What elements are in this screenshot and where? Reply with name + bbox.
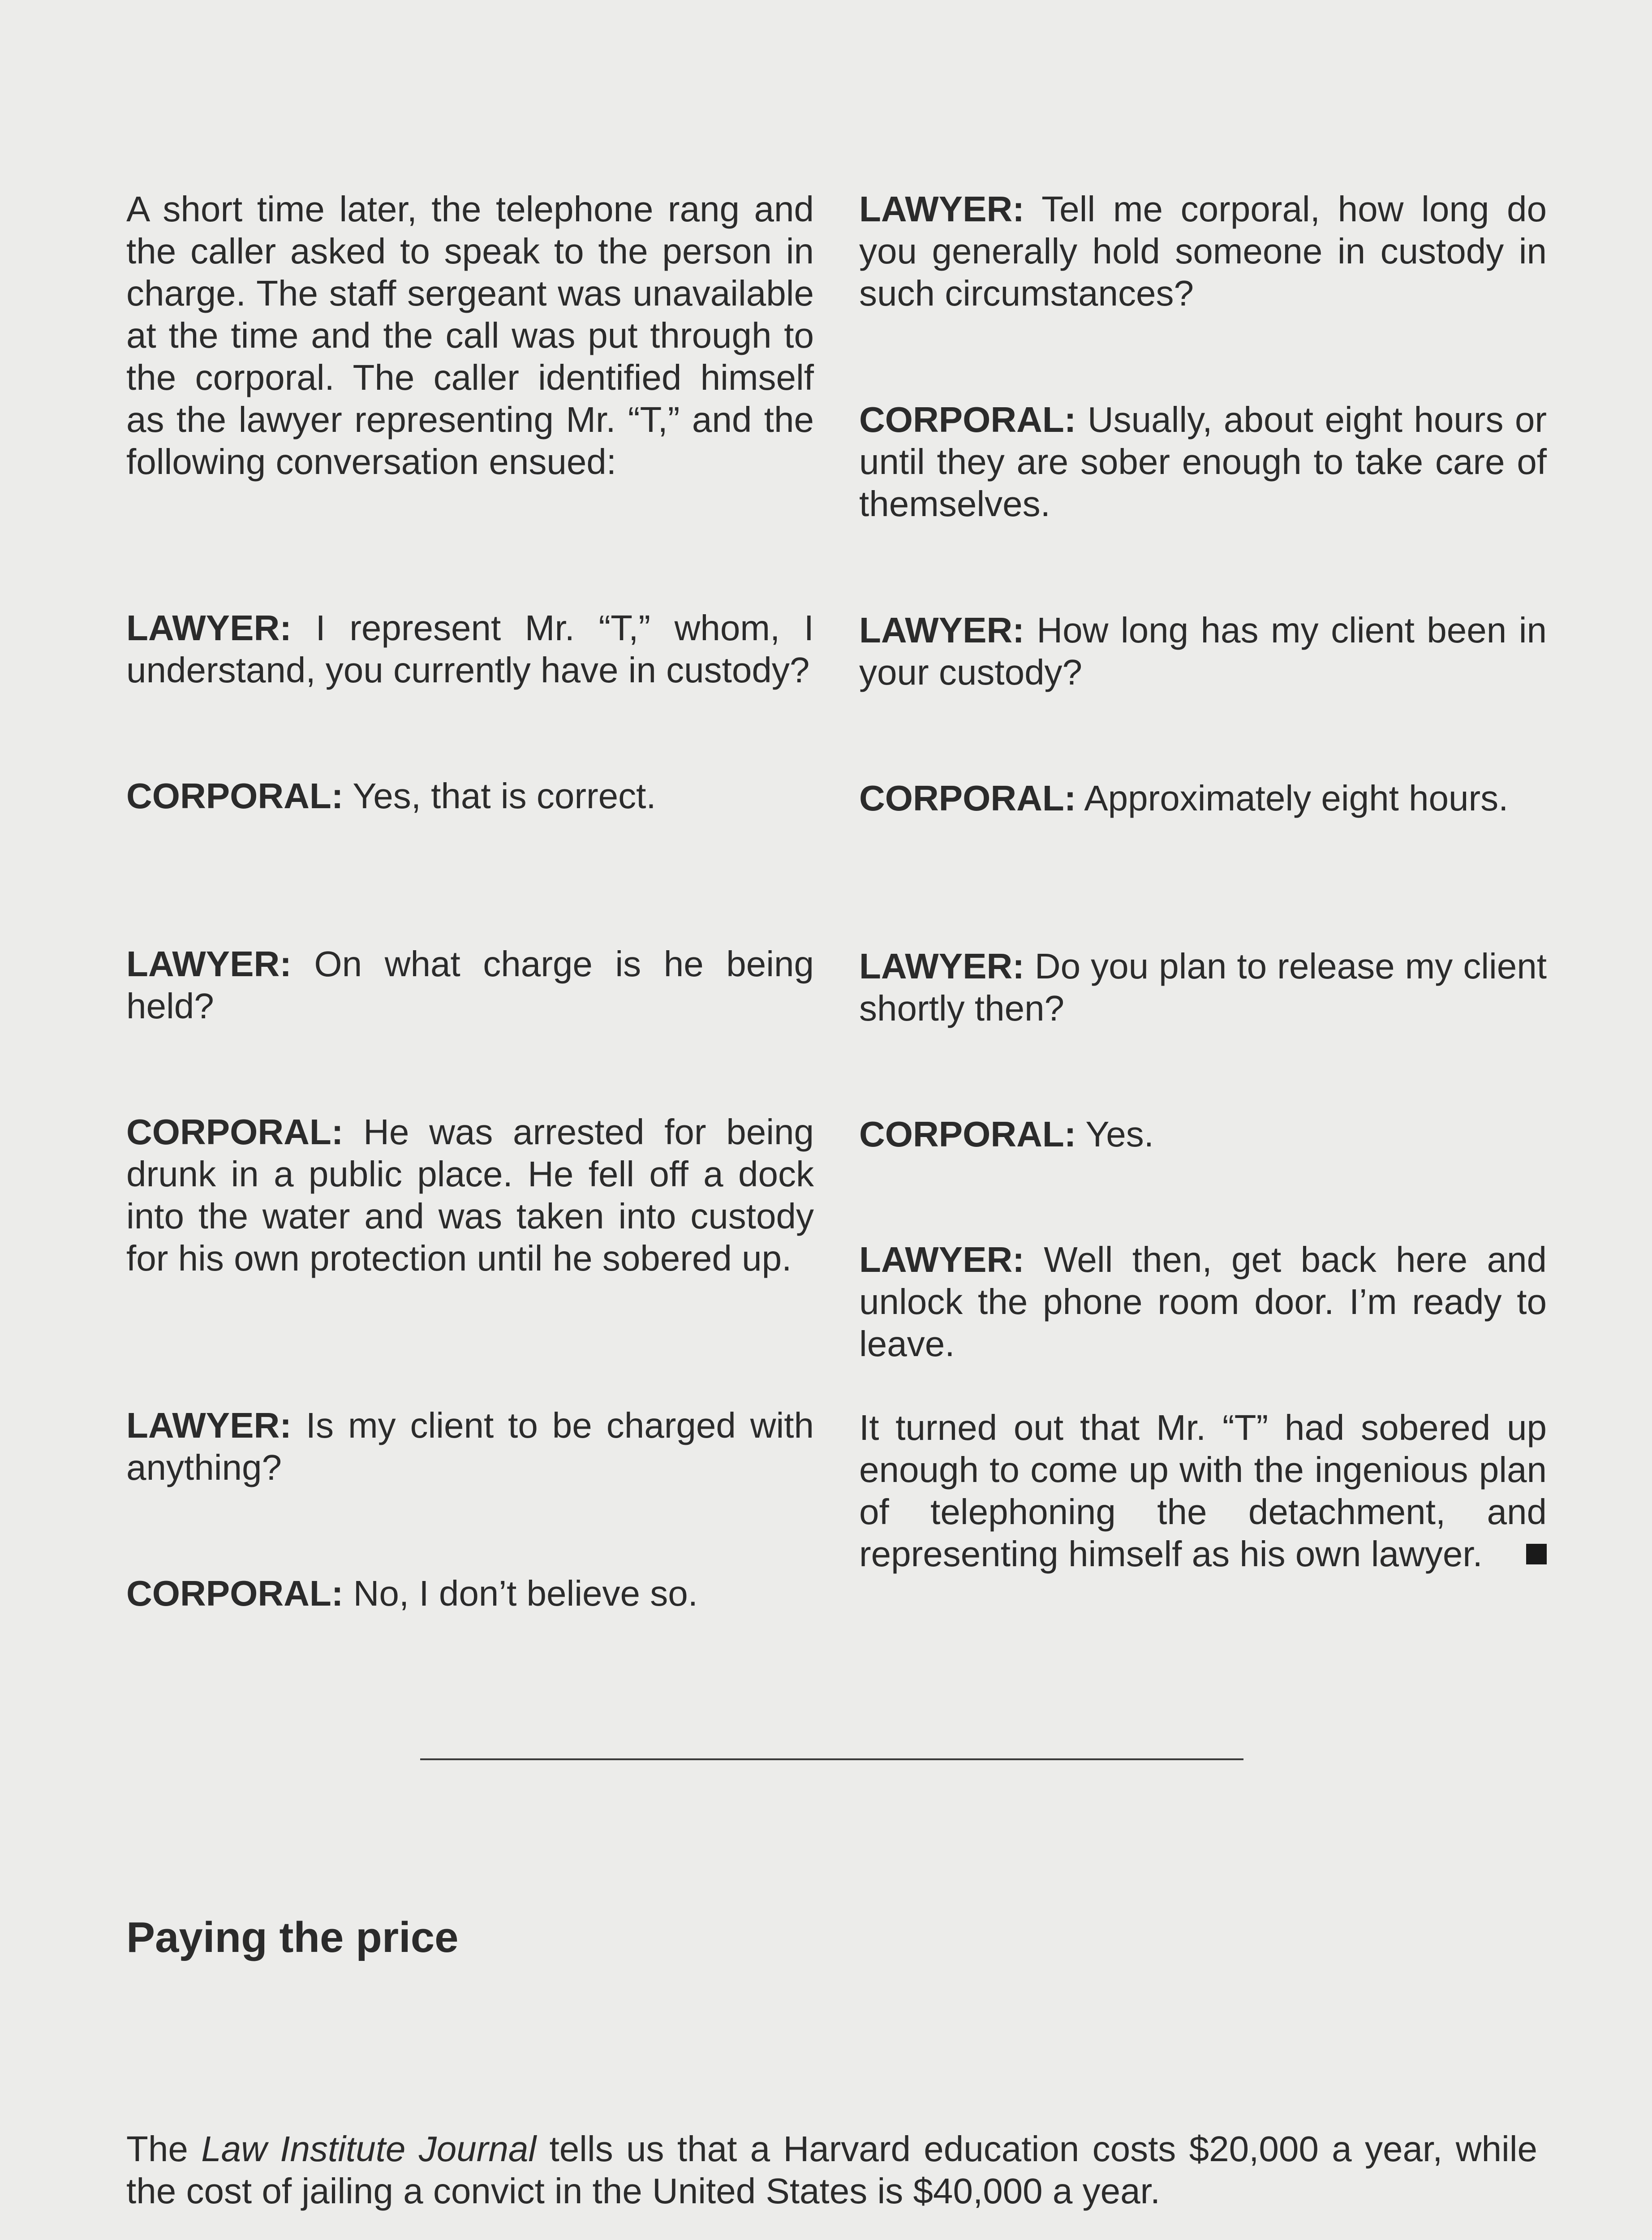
para-text-before: The: [126, 2129, 202, 2169]
dialogue-text: No, I don’t believe so.: [343, 1573, 698, 1613]
dialogue-text: On what charge is he being held?: [126, 944, 814, 1026]
speaker-label: CORPORAL:: [859, 400, 1076, 439]
dialogue-lawyer-2: [126, 943, 814, 1027]
dialogue-text: Tell me corporal, how long do you generally hold someone in custody in such circumstances?: [859, 189, 1547, 313]
speaker-label: LAWYER:: [126, 1405, 292, 1445]
article-heading: Paying the price: [126, 1913, 459, 1961]
dialogue-text: Do you plan to release my client shortly then?: [859, 946, 1547, 1028]
dialogue-lawyer-1: [126, 607, 814, 691]
speaker-label: LAWYER:: [859, 189, 1024, 229]
speaker-label: CORPORAL:: [126, 1573, 344, 1613]
end-of-article-square-icon: [1526, 1544, 1547, 1564]
intro-paragraph: A short time later, the telephone rang and the caller asked to speak to the person in charge. The staff sergeant was unavailable at the time and the call was put through to the corporal. The caller identified himself as the lawyer representing Mr. “T,” and the following conversation ensued:: [126, 189, 814, 482]
dialogue-corporal-2: [126, 1111, 814, 1279]
dialogue-text: Usually, about eight hours or until they are sober enough to take care of themselves.: [859, 400, 1547, 524]
article-paragraph: [126, 2128, 1537, 2212]
dialogue-lawyer-7: [859, 1239, 1547, 1365]
dialogue-corporal-1: [126, 775, 814, 817]
dialogue-lawyer-3: [126, 1404, 814, 1489]
dialogue-lawyer-5: [859, 609, 1547, 694]
speaker-label: CORPORAL:: [126, 776, 344, 816]
para-text-after: tells us that a Harvard education costs $20,000 a year, while the cost of jailing a convict in the United States is $40,000 a year.: [126, 2129, 1538, 2211]
speaker-label: CORPORAL:: [126, 1112, 344, 1152]
speaker-label: LAWYER:: [859, 946, 1024, 986]
speaker-label: LAWYER:: [859, 610, 1024, 650]
dialogue-text: Is my client to be charged with anything?: [126, 1405, 814, 1487]
speaker-label: CORPORAL:: [859, 778, 1076, 818]
speaker-label: LAWYER:: [126, 944, 292, 984]
dialogue-text: Approximately eight hours.: [1076, 778, 1509, 818]
dialogue-text: He was arrested for being drunk in a public place. He fell off a dock into the water and was taken into custody for his own protection until he sobered up.: [126, 1112, 814, 1278]
publication-name: Law Institute Journal: [201, 2129, 537, 2169]
dialogue-corporal-5: [859, 777, 1547, 819]
dialogue-text: I represent Mr. “T,” whom, I understand, you currently have in custody?: [126, 608, 814, 690]
speaker-label: LAWYER:: [126, 608, 292, 648]
section-divider: [420, 1758, 1243, 1760]
dialogue-corporal-3: [126, 1572, 814, 1615]
dialogue-lawyer-4: [859, 188, 1547, 314]
conclusion-paragraph: [859, 1407, 1547, 1575]
speaker-label: LAWYER:: [859, 1240, 1024, 1279]
dialogue-corporal-6: [859, 1113, 1547, 1155]
speaker-label: CORPORAL:: [859, 1114, 1076, 1154]
dialogue-text: How long has my client been in your custody?: [859, 610, 1547, 692]
dialogue-lawyer-6: [859, 945, 1547, 1030]
dialogue-text: Yes, that is correct.: [343, 776, 656, 816]
dialogue-text: Yes.: [1076, 1114, 1154, 1154]
conclusion-text: It turned out that Mr. “T” had sobered up enough to come up with the ingenious plan of telephoning the detachment, and representing himself as his own lawyer.: [859, 1408, 1547, 1574]
dialogue-text: Well then, get back here and unlock the phone room door. I’m ready to leave.: [859, 1240, 1547, 1364]
dialogue-corporal-4: [859, 399, 1547, 525]
